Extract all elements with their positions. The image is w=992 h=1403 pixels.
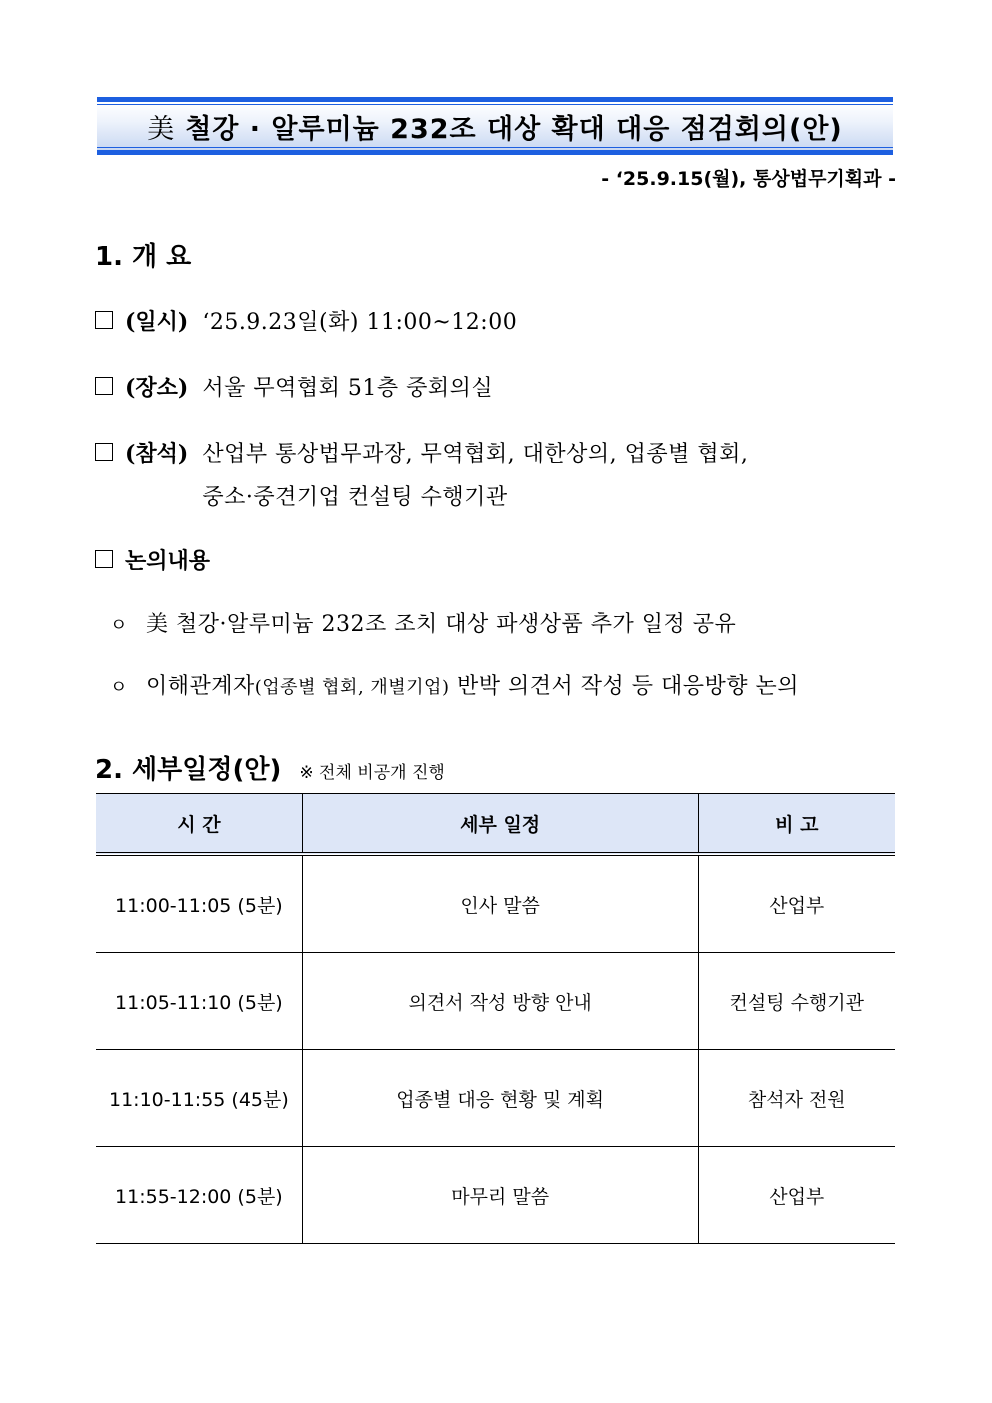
schedule-table	[96, 793, 895, 1244]
checkbox-icon	[95, 311, 113, 329]
table-row	[96, 953, 895, 1050]
header-agenda: 세부 일정	[302, 794, 698, 855]
section2-heading	[95, 749, 445, 786]
section2-note: ※ 전체 비공개 진행	[299, 763, 445, 783]
cell-note: 산업부	[698, 854, 895, 953]
bullet-text-note: (업종별 협회, 개별기업)	[254, 677, 450, 698]
item-label: (참석)	[125, 441, 189, 467]
item-value: 산업부 통상법무과장, 무역협회, 대한상의, 업종별 협회,	[202, 442, 749, 467]
bullet-text-suffix: 반박 의견서 작성 등 대응방향 논의	[449, 674, 799, 699]
cell-agenda: 인사 말씀	[302, 854, 698, 953]
cell-time: 11:00-11:05 (5분)	[96, 854, 302, 953]
cell-agenda: 업종별 대응 현황 및 계획	[302, 1050, 698, 1147]
cell-agenda: 마무리 말씀	[302, 1147, 698, 1244]
bullet-text: 美 철강·알루미늄 232조 조치 대상 파생상품 추가 일정 공유	[146, 612, 737, 637]
cell-note: 참석자 전원	[698, 1050, 895, 1147]
cell-time: 11:05-11:10 (5분)	[96, 953, 302, 1050]
section1-heading: 1. 개 요	[95, 242, 192, 272]
discussion-label: 논의내용	[125, 549, 211, 574]
header-note: 비 고	[698, 794, 895, 855]
cell-note: 산업부	[698, 1147, 895, 1244]
item-attendees	[95, 437, 748, 511]
item-label: (일시)	[125, 309, 189, 335]
cell-time: 11:10-11:55 (45분)	[96, 1050, 302, 1147]
cell-time: 11:55-12:00 (5분)	[96, 1147, 302, 1244]
title-prefix: 美	[147, 113, 176, 145]
item-location	[95, 371, 493, 402]
bullet-marker: ㅇ	[110, 677, 128, 698]
title-banner	[97, 97, 893, 155]
document-subtitle: - ‘25.9.15(월), 통상법무기획과 -	[601, 168, 896, 190]
document-title	[147, 107, 843, 146]
header-time: 시 간	[96, 794, 302, 855]
checkbox-icon	[95, 550, 113, 568]
checkbox-icon	[95, 377, 113, 395]
discussion-bullet-1	[110, 607, 736, 638]
item-discussion	[95, 544, 224, 575]
bullet-marker: ㅇ	[110, 615, 128, 636]
table-header-row	[96, 794, 895, 855]
cell-agenda: 의견서 작성 방향 안내	[302, 953, 698, 1050]
discussion-bullet-2	[110, 669, 799, 700]
table-row	[96, 1050, 895, 1147]
item-datetime	[95, 305, 517, 336]
section2-title: 2. 세부일정(안)	[95, 755, 282, 785]
table-row	[96, 1147, 895, 1244]
table-row	[96, 854, 895, 953]
checkbox-icon	[95, 443, 113, 461]
item-value: ‘25.9.23일(화) 11:00~12:00	[202, 310, 518, 335]
item-value-line2: 중소·중견기업 컨설팅 수행기관	[202, 485, 508, 510]
item-label: (장소)	[125, 375, 189, 401]
title-main-text: 철강 · 알루미늄 232조 대상 확대 대응 점검회의(안)	[185, 113, 843, 145]
bullet-text-prefix: 이해관계자	[146, 674, 255, 699]
cell-note: 컨설팅 수행기관	[698, 953, 895, 1050]
item-value: 서울 무역협회 51층 중회의실	[202, 376, 494, 401]
